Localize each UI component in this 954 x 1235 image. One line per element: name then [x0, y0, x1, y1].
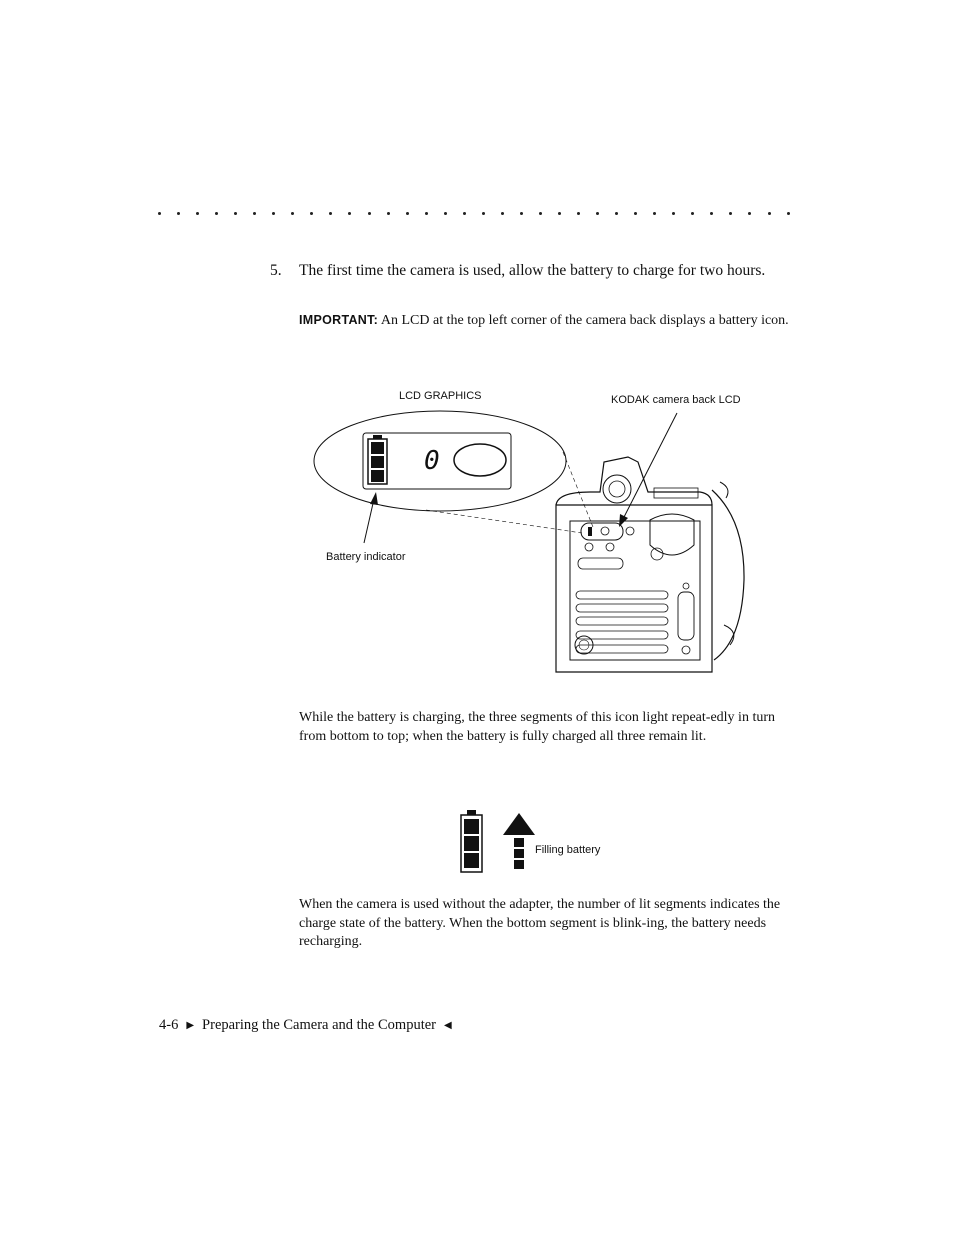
lcd-zoom-ellipse [314, 411, 566, 511]
step-text: The first time the camera is used, allow the battery to charge for two hours. [299, 262, 766, 279]
page-number: 4-6 [159, 1017, 179, 1033]
filling-battery-label: Filling battery [535, 844, 601, 856]
footer-left-marker-icon: ▶ [186, 1020, 195, 1031]
important-note [299, 311, 789, 331]
footer-right-marker-icon: ◀ [444, 1020, 452, 1031]
filling-battery-figure [455, 808, 545, 878]
lcd-graphics-label: LCD GRAPHICS [399, 390, 482, 402]
adapter-paragraph: When the camera is used without the adapter, the number of lit segments indicates the charge state of the battery. When the bottom segment is blink-ing, the battery needs recharging. [299, 897, 781, 949]
camera-back-figure [300, 400, 760, 690]
up-arrow-icon [503, 813, 535, 835]
important-text: An LCD at the top left corner of the camera back displays a battery icon. [378, 313, 789, 328]
camera-lcd-label: KODAK camera back LCD [611, 394, 741, 406]
step-number: 5. [270, 262, 282, 279]
lcd-round-indicator [454, 444, 506, 476]
charging-paragraph: While the battery is charging, the three segments of this icon light repeat-edly in turn from bottom to top; when the battery is fully charged all three remain lit. [299, 710, 775, 744]
important-label: IMPORTANT: [299, 313, 379, 327]
chapter-title: Preparing the Camera and the Computer [202, 1017, 436, 1033]
page-footer [159, 1017, 452, 1034]
lcd-digit: 0 [424, 446, 440, 476]
battery-indicator-label: Battery indicator [326, 551, 406, 563]
dotted-rule [158, 204, 790, 220]
